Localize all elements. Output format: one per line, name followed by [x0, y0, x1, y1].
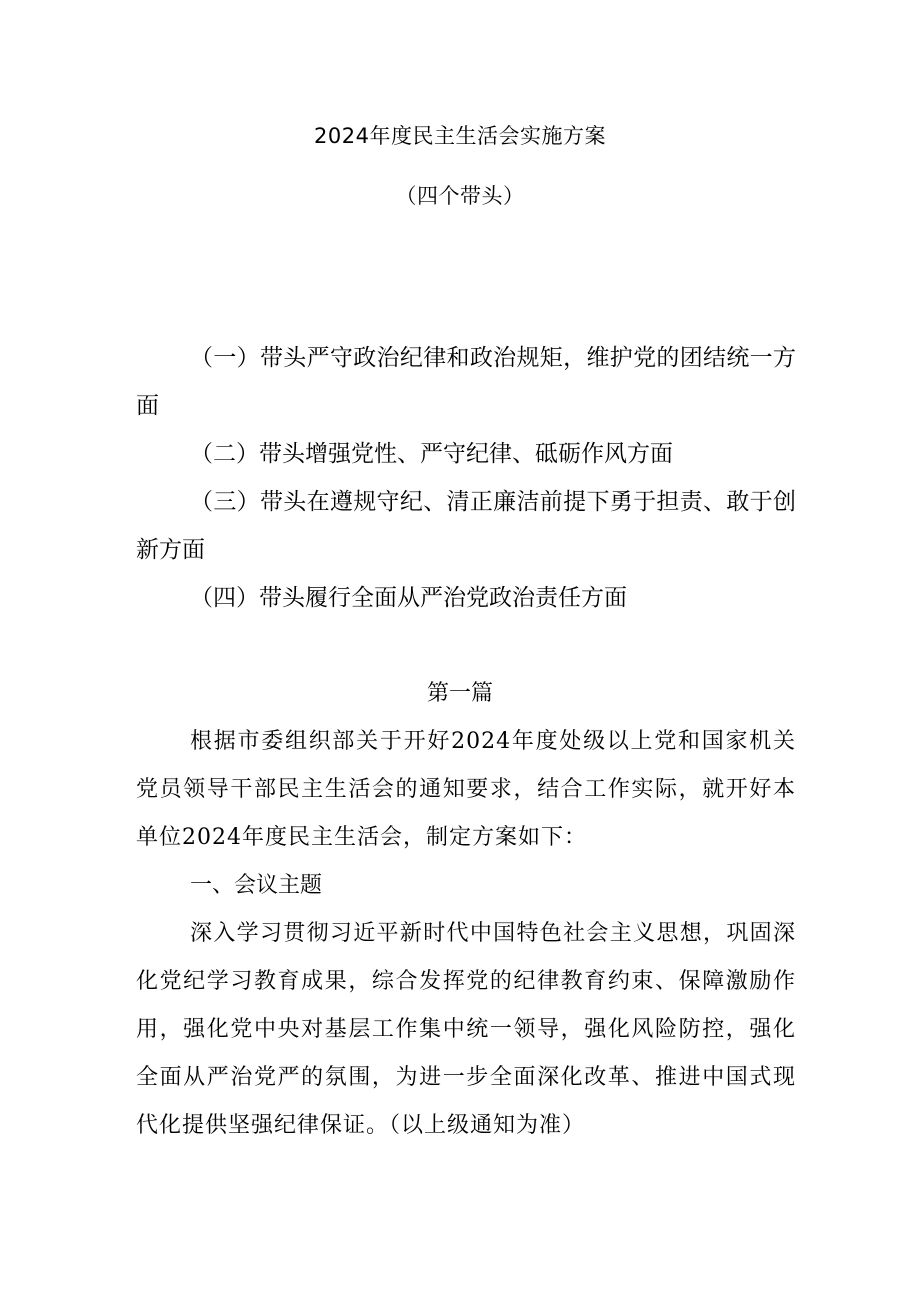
section-heading-meeting-theme: 一、会议主题 [190, 873, 323, 898]
document-title: 2024年度民主生活会实施方案 [314, 124, 606, 148]
outline-item-1: （一）带头严守政治纪律和政治规矩，维护党的团结统一方面 [136, 345, 796, 419]
intro-paragraph: 根据市委组织部关于开好2024年度处级以上党和国家机关党员领导干部民主生活会的通知要求，结合工作实际，就开好本单位2024年度民主生活会，制定方案如下： [136, 729, 796, 850]
outline-item-4: （四）带头履行全面从严治党政治责任方面 [190, 585, 627, 611]
document-subtitle: （四个带头） [395, 184, 525, 208]
part-heading: 第一篇 [426, 681, 493, 706]
meeting-theme-paragraph: 深入学习贯彻习近平新时代中国特色社会主义思想，巩固深化党纪学习教育成果，综合发挥党的纪律教育约束、保障激励作用，强化党中央对基层工作集中统一领导，强化风险防控，强化全面从严治党严的氛围，为进一步全面深化改革、推进中国式现代化提供坚强纪律保证。（以上级通知为准） [136, 921, 796, 1138]
outline-item-3: （三）带头在遵规守纪、清正廉洁前提下勇于担责、敢于创新方面 [136, 489, 796, 563]
outline-item-2: （二）带头增强党性、严守纪律、砥砺作风方面 [190, 441, 673, 467]
